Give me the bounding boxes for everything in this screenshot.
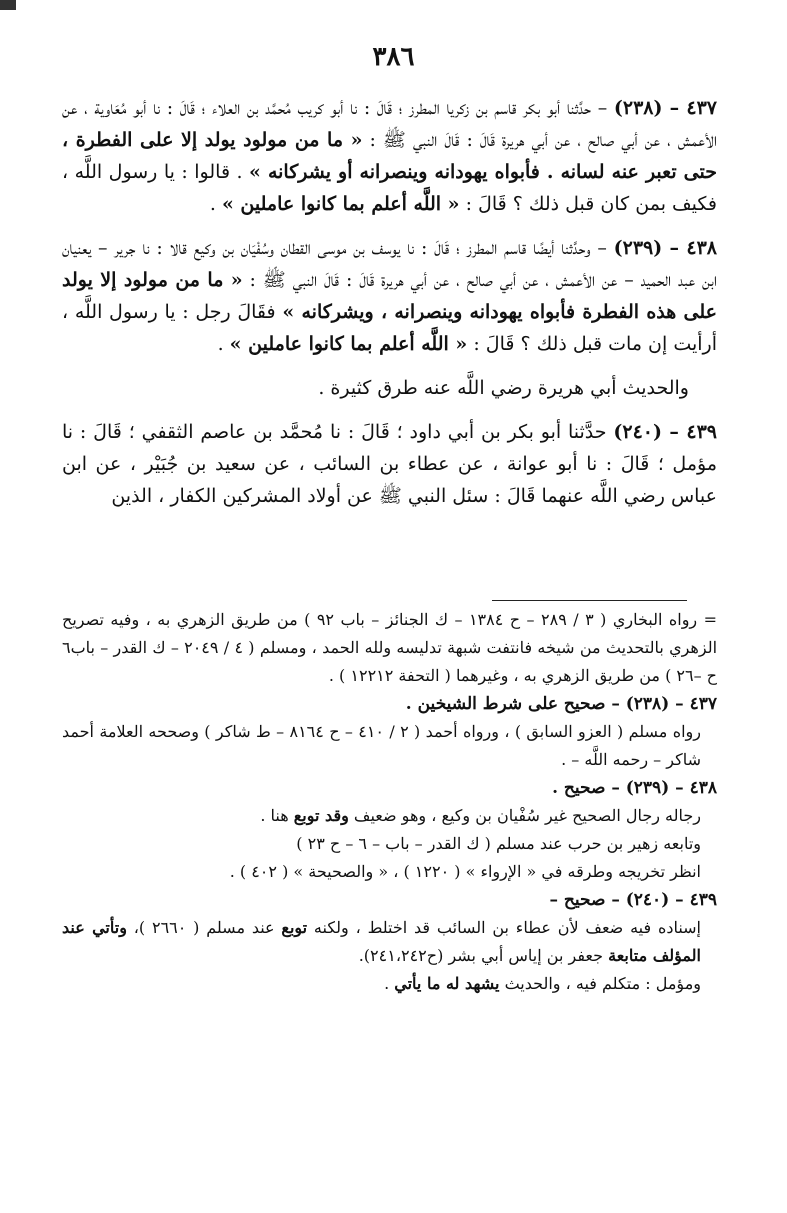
hadith-paragraph <box>62 416 717 512</box>
hadith-437 <box>62 92 717 220</box>
footnote-438-text: انظر تخريجه وطرقه في « الإرواء » ( ١٢٢٠ ) ، « والصحيحة » ( ٤٠٢ ) . <box>229 862 701 881</box>
hadith-number: ٤٣٧ – (٢٣٨) <box>613 97 717 119</box>
scan-corner-mark <box>0 0 16 10</box>
footnote-437-text: رواه مسلم ( العزو السابق ) ، ورواه أحمد ( ٢ / ٤١٠ – ح ٨١٦٤ – ط شاكر ) وصححه العلامة أحمد شاكر – رحمه اللَّه – . <box>62 722 702 769</box>
footnote-439-heading: ٤٣٩ – (٢٤٠) – صحيح – <box>549 890 717 910</box>
footnote-437-heading: ٤٣٧ – (٢٣٨) – صحيح على شرط الشيخين . <box>405 694 717 714</box>
hadith-number: ٤٣٨ – (٢٣٩) <box>613 237 717 259</box>
footnote-text: إسناده فيه ضعف لأن عطاء بن السائب قد اختلط ، ولكنه <box>307 918 702 937</box>
hadith-matn: « اللَّه أعلم بما كانوا عاملين » <box>221 193 460 215</box>
page-number: ٣٨٦ <box>372 42 415 72</box>
hadith-number: ٤٣٩ – (٢٤٠) <box>613 421 717 443</box>
footnote-continuation: = رواه البخاري ( ٣ / ٢٨٩ – ح ١٣٨٤ – ك الجنائز – باب ٩٢ ) من طريق الزهري به ، وفيه تصريح الزهري بالتحديث من شيخه فانتفت شبهة تدليسه ولله الحمد ، ومسلم ( ٤ / ٢٠٤٩ – ك القدر – باب٦ ح –٢٦ ) من طريق الزهري به ، وغيرهما ( التحفة ١٢٢١٢ ) . <box>62 610 718 685</box>
footnote-text: هنا . <box>260 806 294 825</box>
footnote-divider <box>492 600 687 601</box>
footnote-emphasis: وقد توبع <box>293 806 349 825</box>
hadith-matn: « ما من مولود يولد إلا على الفطرة ، حتى تعبر عنه لسانه . فأبواه يهودانه وينصرانه أو يشركانه » <box>62 129 717 183</box>
hadith-note: والحديث أبي هريرة رضي اللَّه عنه طرق كثيرة . <box>318 377 689 399</box>
footnote-emphasis: وتأتي عند المؤلف متابعة <box>62 918 701 965</box>
footnote-439-text <box>62 914 717 970</box>
hadith-isnad: – حدَّثنا أبو بكر قاسم بن زكريا المطرز ؛ قَالَ : نا أبو كريب مُحمَّد بن العلاء ؛ قَالَ : نا أبو مُعَاوية ، عن الأعمش ، عن أبي صالح ، عن أبي هريرة قَالَ : قَالَ النبي ﷺ : <box>62 97 717 151</box>
footnote-438-text: وتابعه زهير بن حرب عند مسلم ( ك القدر – باب – ٦ – ح ٢٣ ) <box>296 834 701 853</box>
hadith-isnad: حدَّثنا أبو بكر بن أبي داود ؛ قَالَ : نا مُحمَّد بن عاصم الثقفي ؛ قَالَ : نا مؤمل ؛ قَالَ : نا أبو عوانة ، عن عطاء بن السائب ، عن سعيد بن جُبَيْر ، عن ابن عباس رضي اللَّه عنهما قَالَ : سئل النبي ﷺ عن أولاد المشركين الكفار ، الذين <box>62 421 717 507</box>
footnote-text: عند مسلم ( ٢٦٦٠ )، <box>126 918 282 937</box>
hadith-text: . <box>217 333 230 355</box>
hadith-439 <box>62 416 717 512</box>
hadith-paragraph <box>62 232 717 360</box>
hadith-text: . <box>209 193 222 215</box>
footnote-text: رجاله رجال الصحيح غير سُفْيان بن وكيع ، وهو ضعيف <box>348 806 701 825</box>
hadith-text: . قالوا : يا رسول اللَّه ، فكيف بمن كان قبل ذلك ؟ قَالَ : <box>62 161 717 215</box>
hadith-text: فقَالَ رجل : يا رسول اللَّه ، أرأيت إن مات قبل ذلك ؟ قَالَ : <box>62 301 717 355</box>
footnote-438-text <box>62 802 717 830</box>
footnote-emphasis: يشهد له ما يأتي <box>394 974 500 993</box>
footnote-text: جعفر بن إياس أبي بشر (ح٢٤١،٢٤٢). <box>358 946 609 965</box>
footnote-emphasis: توبع <box>281 918 308 937</box>
footnote-438-heading: ٤٣٨ – (٢٣٩) – صحيح . <box>552 778 717 798</box>
footnotes <box>62 606 717 998</box>
footnote-439-text <box>62 970 717 998</box>
hadith-matn: « ما من مولود إلا يولد على هذه الفطرة فأبواه يهودانه وينصرانه ، ويشركانه » <box>62 269 717 323</box>
hadith-isnad: – وحدَّثنا أيضًا قاسم المطرز ؛ قَالَ : نا يوسف بن موسى القطان وسُفْيَان بن وكيع قالا : نا جرير – يعنيان ابن عبد الحميد – عن الأعمش ، عن أبي صالح ، عن أبي هريرة قَالَ : قَالَ النبي ﷺ : <box>62 237 717 291</box>
hadith-paragraph <box>62 92 717 220</box>
footnote-text: ومؤمل : متكلم فيه ، والحديث <box>499 974 701 993</box>
footnote-text: . <box>384 974 395 993</box>
hadith-438 <box>62 232 717 360</box>
hadith-matn: « اللَّه أعلم بما كانوا عاملين » <box>229 333 468 355</box>
main-text <box>62 92 717 524</box>
